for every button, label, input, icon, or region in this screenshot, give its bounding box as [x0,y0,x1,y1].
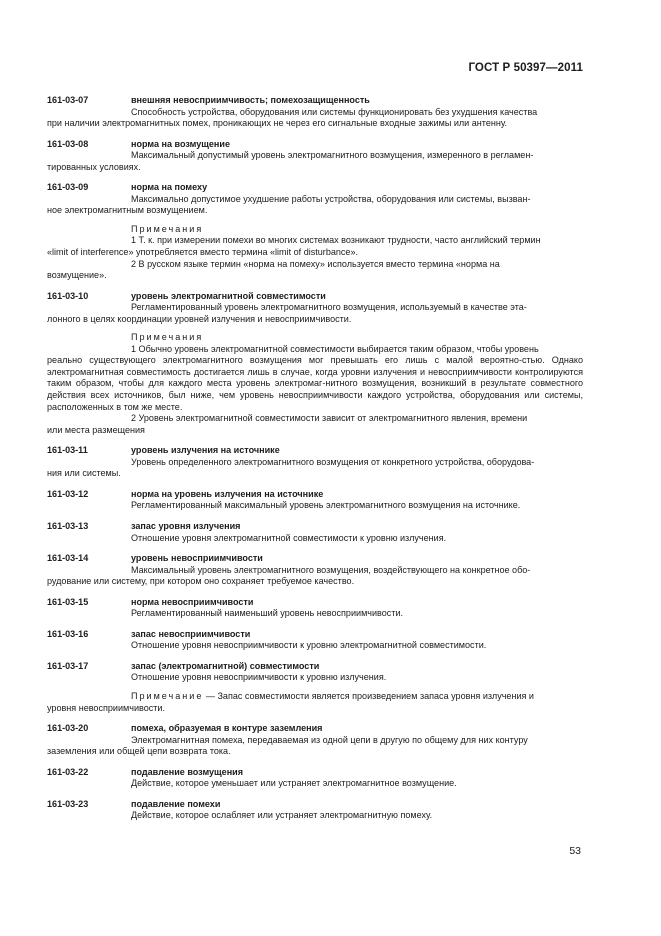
entry-term: помеха, образуемая в контуре заземления [131,723,323,734]
entry-code: 161-03-13 [47,520,89,531]
entry-definition: Максимальный допустимый уровень электромагнитного возмущения, измеренного в регламен- тированных условиях. [47,150,534,172]
entry-term: норма на уровень излучения на источнике [131,488,324,499]
glossary-entry [47,182,583,281]
glossary-entry [47,661,583,714]
page-number: 53 [569,845,581,857]
note: 1 Т. к. при измерении помехи во многих системах возникают трудности, часто английский термин «limit of interference» употребляется вместо термина «limit of disturbance». [47,235,541,258]
inline-note: Примечание — Запас совместимости является произведением запаса уровня излучения и уровня невосприимчивости. [47,690,534,713]
entry-code: 161-03-22 [47,766,89,777]
entry-definition: Максимально допустимое ухудшение работы устройства, оборудования или системы, вызван- ное электромагнитным возмущением. [47,193,531,216]
glossary-entry [47,291,583,437]
entry-definition: Регламентированный наименьший уровень невосприимчивости. [131,608,404,619]
entry-term: уровень излучения на источнике [131,445,280,456]
entry-code: 161-03-23 [47,798,89,809]
entry-code: 161-03-14 [47,553,89,564]
entry-code: 161-03-16 [47,628,89,639]
entry-definition: Отношение уровня невосприимчивости к уровню электромагнитной совместимости. [131,640,487,651]
entry-definition: Регламентированный уровень электромагнитного возмущения, используемый в качестве эта- лонного в целях координации уровней излучения и невосприимчивости. [47,302,527,324]
entry-definition: Отношение уровня невосприимчивости к уровню излучения. [131,672,387,683]
entry-definition: Максимальный уровень электромагнитного возмущения, воздействующего на конкретное обо- рудование или систему, при котором оно сохраняет требуемое качество. [47,564,531,587]
entry-code: 161-03-07 [47,95,89,105]
glossary-body [47,95,583,831]
glossary-entry [47,95,583,130]
entry-definition: Действие, которое ослабляет или устраняет электромагнитную помеху. [131,810,433,821]
document-header: ГОСТ Р 50397—2011 [468,62,583,74]
entry-term: запас невосприимчивости [131,628,251,639]
glossary-entry [47,723,583,758]
entry-code: 161-03-20 [47,723,89,734]
entry-term: внешняя невосприимчивость; помехозащищенность [131,95,370,105]
entry-term: уровень невосприимчивости [131,553,263,564]
entry-term: подавление возмущения [131,766,244,777]
entry-code: 161-03-10 [47,290,89,301]
notes-title: Примечания [131,332,204,343]
glossary-entry [47,445,583,480]
entry-code: 161-03-12 [47,488,89,499]
entry-definition: Отношение уровня электромагнитной совместимости к уровню излучения. [131,532,447,543]
entry-term: запас уровня излучения [131,520,241,531]
glossary-entry [47,629,583,652]
entry-code: 161-03-15 [47,596,89,607]
glossary-entry [47,799,583,822]
glossary-entry [47,767,583,790]
glossary-entry [47,139,583,174]
entry-definition: Действие, которое уменьшает или устраняет электромагнитное возмущение. [131,778,457,789]
entry-code: 161-03-11 [47,445,88,456]
entry-code: 161-03-08 [47,138,89,149]
entry-definition: Способность устройства, оборудования или системы функционировать без ухудшения качества при наличии электромагнитных помех, проникающих не через его сигнальные входные зажимы или антенну. [47,106,538,129]
entry-code: 161-03-17 [47,660,89,671]
entry-term: норма на помеху [131,182,208,193]
note: 2 Уровень электромагнитной совместимости зависит от электромагнитного явления, времени или места размещения [47,413,528,435]
glossary-entry [47,521,583,544]
entry-code: 161-03-09 [47,182,89,193]
entry-term: подавление помехи [131,798,221,809]
note: 1 Обычно уровень электромагнитной совместимости выбирается таким образом, чтобы уровень реально существующего электромагнитного возмущения мог превышать его лишь с малой вероятно-стью. Однако электромагнитная совместимость достигается лишь в случае, когда уровни излучения и невосприимчивости контролируются таким образом, чтобы для каждого места уровень электромаг-нитного возмущения, возникший в результате совместного действия всех источников, был ниже, чем уровень невосприимчивости каждого устройства, оборудования или системы, расположенных в том же месте. [47,343,583,412]
glossary-entry [47,553,583,588]
notes-title: Примечания [131,223,204,234]
entry-definition: Уровень определенного электромагнитного возмущения от конкретного устройства, оборудова- ния или системы. [47,456,535,479]
entry-term: норма на возмущение [131,138,230,149]
entry-definition: Регламентированный максимальный уровень электромагнитного возмущения на источнике. [131,500,521,511]
note: 2 В русском языке термин «норма на помеху» используется вместо термина «норма на возмущение». [47,258,500,281]
note-label: Примечание [131,690,204,701]
entry-term: запас (электромагнитной) совместимости [131,660,320,671]
glossary-entry [47,489,583,512]
entry-term: норма невосприимчивости [131,596,254,607]
entry-definition: Электромагнитная помеха, передаваемая из одной цепи в другую по общему для них контуру заземления или общей цепи возврата тока. [47,734,528,757]
glossary-entry [47,597,583,620]
entry-term: уровень электромагнитной совместимости [131,290,326,301]
